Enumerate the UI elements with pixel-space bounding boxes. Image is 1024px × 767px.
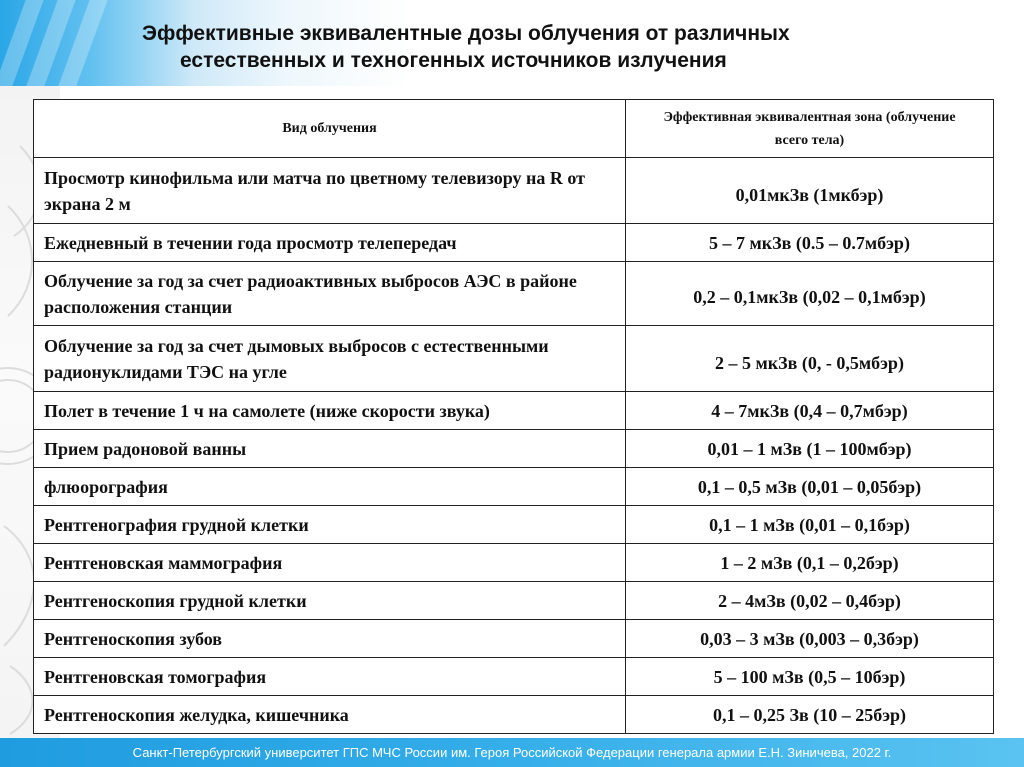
source-cell: Рентгеноскопия грудной клетки [34, 582, 626, 620]
dose-cell: 0,2 – 0,1мкЗв (0,02 – 0,1мбэр) [626, 262, 994, 326]
dose-table [33, 99, 994, 734]
table-row [34, 582, 994, 620]
source-cell: Рентгеновская маммография [34, 544, 626, 582]
source-cell: Полет в течение 1 ч на самолете (ниже скорости звука) [34, 392, 626, 430]
dose-cell: 0,1 – 1 мЗв (0,01 – 0,1бэр) [626, 506, 994, 544]
table-row [34, 326, 994, 392]
table-row [34, 224, 994, 262]
header-dose: Эффективная эквивалентная зона (облучение всего тела) [626, 100, 994, 158]
footer-bar [0, 738, 1024, 767]
footer-text: Санкт-Петербургский университет ГПС МЧС России им. Героя Российской Федерации генерала армии Е.Н. Зиничева, 2022 г. [132, 745, 892, 760]
dose-cell: 5 – 7 мкЗв (0.5 – 0.7мбэр) [626, 224, 994, 262]
source-cell: Облучение за год за счет дымовых выбросов с естественными радионуклидами ТЭС на угле [34, 326, 626, 392]
table-row [34, 158, 994, 224]
table-row [34, 430, 994, 468]
dose-cell: 2 – 5 мкЗв (0, - 0,5мбэр) [626, 326, 994, 392]
table-row [34, 696, 994, 734]
source-cell: Просмотр кинофильма или матча по цветному телевизору на R от экрана 2 м [34, 158, 626, 224]
table-row [34, 392, 994, 430]
dose-cell: 1 – 2 мЗв (0,1 – 0,2бэр) [626, 544, 994, 582]
title-line-2: естественных и техногенных источников излучения [180, 49, 727, 72]
header-source: Вид облучения [34, 100, 626, 158]
dose-cell: 0,03 – 3 мЗв (0,003 – 0,3бэр) [626, 620, 994, 658]
table-row [34, 658, 994, 696]
source-cell: Рентгеновская томография [34, 658, 626, 696]
dose-cell: 0,1 – 0,25 Зв (10 – 25бэр) [626, 696, 994, 734]
source-cell: Ежедневный в течении года просмотр телепередач [34, 224, 626, 262]
source-cell: Прием радоновой ванны [34, 430, 626, 468]
page-title [0, 20, 1024, 74]
title-line-1: Эффективные эквивалентные дозы облучения от различных [142, 22, 790, 45]
dose-cell: 0,01 – 1 мЗв (1 – 100мбэр) [626, 430, 994, 468]
source-cell: флюорография [34, 468, 626, 506]
dose-cell: 0,01мкЗв (1мкбэр) [626, 158, 994, 224]
source-cell: Рентгеноскопия желудка, кишечника [34, 696, 626, 734]
dose-cell: 4 – 7мкЗв (0,4 – 0,7мбэр) [626, 392, 994, 430]
table-row [34, 262, 994, 326]
dose-cell: 5 – 100 мЗв (0,5 – 10бэр) [626, 658, 994, 696]
table-row [34, 620, 994, 658]
table-header-row [34, 100, 994, 158]
dose-cell: 2 – 4мЗв (0,02 – 0,4бэр) [626, 582, 994, 620]
table-row [34, 544, 994, 582]
table-row [34, 506, 994, 544]
source-cell: Облучение за год за счет радиоактивных выбросов АЭС в районе расположения станции [34, 262, 626, 326]
dose-cell: 0,1 – 0,5 мЗв (0,01 – 0,05бэр) [626, 468, 994, 506]
table-row [34, 468, 994, 506]
source-cell: Рентгенография грудной клетки [34, 506, 626, 544]
source-cell: Рентгеноскопия зубов [34, 620, 626, 658]
